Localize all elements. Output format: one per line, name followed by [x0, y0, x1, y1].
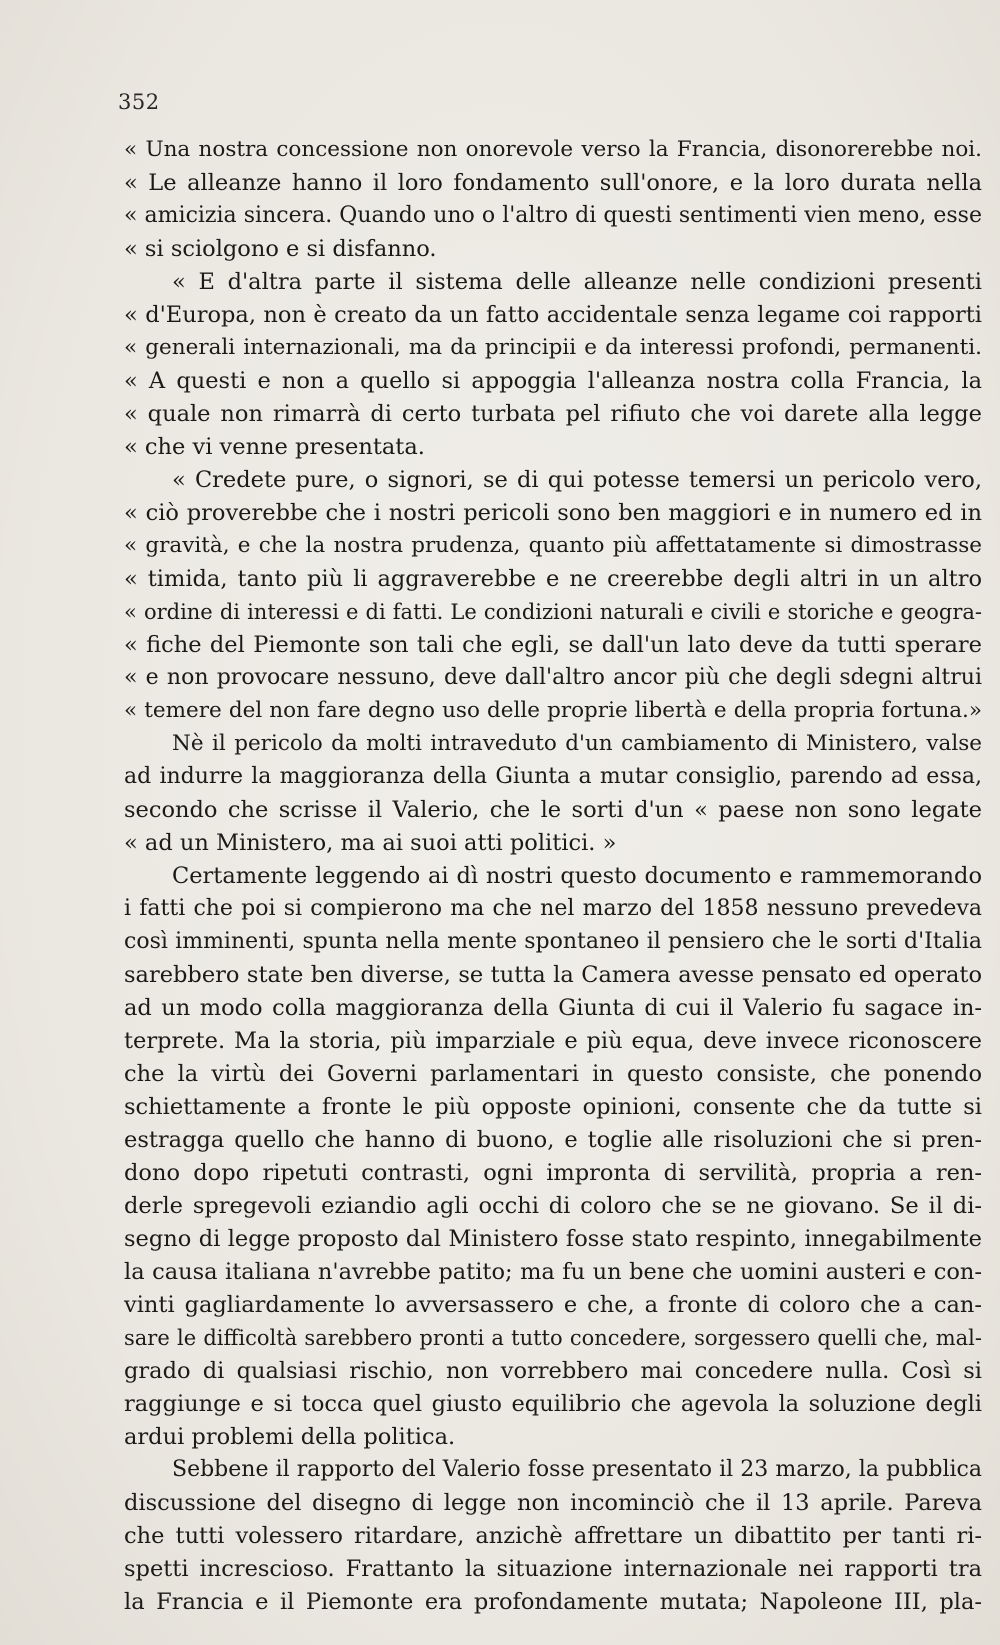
text-line: terprete. Ma la storia, più imparziale e più equa, deve invece riconoscere: [124, 1028, 982, 1054]
text-line: « temere del non fare degno uso delle proprie libertà e della propria fortuna.»: [124, 698, 982, 723]
text-line: « generali internazionali, ma da principii e da interessi profondi, permanenti.: [124, 335, 982, 360]
text-line: la causa italiana n'avrebbe patito; ma fu un bene che uomini austeri e con-: [124, 1259, 982, 1285]
text-line: « A questi e non a quello si appoggia l'alleanza nostra colla Francia, la: [124, 368, 982, 394]
text-line: sarebbero state ben diverse, se tutta la Camera avesse pensato ed operato: [124, 962, 982, 988]
text-line: « ciò proverebbe che i nostri pericoli sono ben maggiori e in numero ed in: [124, 500, 982, 526]
text-line: ad indurre la maggioranza della Giunta a mutar consiglio, parendo ad essa,: [124, 764, 982, 789]
text-line: spetti increscioso. Frattanto la situazione internazionale nei rapporti tra: [124, 1556, 982, 1582]
text-line: « che vi venne presentata.: [124, 434, 425, 460]
text-line: dono dopo ripetuti contrasti, ogni impronta di servilità, propria a ren-: [124, 1160, 982, 1186]
text-line: « d'Europa, non è creato da un fatto accidentale senza legame coi rapporti: [124, 302, 982, 328]
text-line: schiettamente a fronte le più opposte opinioni, consente che da tutte si: [124, 1094, 982, 1120]
text-line: Nè il pericolo da molti intraveduto d'un cambiamento di Ministero, valse: [172, 731, 982, 756]
text-line: « Le alleanze hanno il loro fondamento sull'onore, e la loro durata nella: [124, 170, 982, 196]
text-line: « ad un Ministero, ma ai suoi atti politici. »: [124, 830, 617, 856]
text-line: secondo che scrisse il Valerio, che le sorti d'un « paese non sono legate: [124, 797, 982, 823]
page-number: 352: [118, 90, 160, 114]
text-line: che la virtù dei Governi parlamentari in questo consiste, che ponendo: [124, 1061, 982, 1087]
text-line: vinti gagliardamente lo avversassero e che, a fronte di coloro che a can-: [124, 1292, 982, 1318]
text-line: estragga quello che hanno di buono, e toglie alle risoluzioni che si pren-: [124, 1127, 982, 1153]
text-line: « gravità, e che la nostra prudenza, quanto più affettatamente si dimostrasse: [124, 533, 982, 558]
text-line: così imminenti, spunta nella mente spontaneo il pensiero che le sorti d'Italia: [124, 929, 982, 954]
text-line: « Credete pure, o signori, se di qui potesse temersi un pericolo vero,: [172, 467, 982, 493]
text-line: che tutti volessero ritardare, anzichè affrettare un dibattito per tanti ri-: [124, 1523, 982, 1549]
text-line: segno di legge proposto dal Ministero fosse stato respinto, innegabilmente: [124, 1226, 982, 1252]
text-line: « fiche del Piemonte son tali che egli, se dall'un lato deve da tutti sperare: [124, 632, 982, 658]
text-line: ardui problemi della politica.: [124, 1424, 456, 1450]
text-line: ad un modo colla maggioranza della Giunta di cui il Valerio fu sagace in-: [124, 995, 982, 1021]
text-line: « quale non rimarrà di certo turbata pel rifiuto che voi darete alla legge: [124, 401, 982, 427]
text-line: « Una nostra concessione non onorevole verso la Francia, disonorerebbe noi.: [124, 137, 982, 162]
text-line: « E d'altra parte il sistema delle alleanze nelle condizioni presenti: [172, 269, 982, 295]
text-line: Sebbene il rapporto del Valerio fosse presentato il 23 marzo, la pubblica: [172, 1457, 982, 1482]
text-line: i fatti che poi si compierono ma che nel marzo del 1858 nessuno prevedeva: [124, 896, 982, 921]
text-line: « timida, tanto più li aggraverebbe e ne creerebbe degli altri in un altro: [124, 566, 982, 592]
text-line: derle spregevoli eziandio agli occhi di coloro che se ne giovano. Se il di-: [124, 1193, 982, 1219]
text-line: discussione del disegno di legge non incominciò che il 13 aprile. Pareva: [124, 1490, 982, 1516]
text-line: grado di qualsiasi rischio, non vorrebbero mai concedere nulla. Così si: [124, 1358, 982, 1384]
text-line: « e non provocare nessuno, deve dall'altro ancor più che degli sdegni altrui: [124, 665, 982, 690]
text-line: la Francia e il Piemonte era profondamente mutata; Napoleone III, pla-: [124, 1589, 982, 1615]
text-line: « amicizia sincera. Quando uno o l'altro di questi sentimenti vien meno, esse: [124, 203, 982, 228]
text-line: « ordine di interessi e di fatti. Le condizioni naturali e civili e storiche e geogra-: [124, 600, 982, 624]
text-line: raggiunge e si tocca quel giusto equilibrio che agevola la soluzione degli: [124, 1391, 982, 1417]
text-line: sare le difficoltà sarebbero pronti a tutto concedere, sorgessero quelli che, mal-: [124, 1326, 982, 1350]
text-line: « si sciolgono e si disfanno.: [124, 236, 437, 262]
text-line: Certamente leggendo ai dì nostri questo documento e rammemorando: [172, 863, 982, 889]
